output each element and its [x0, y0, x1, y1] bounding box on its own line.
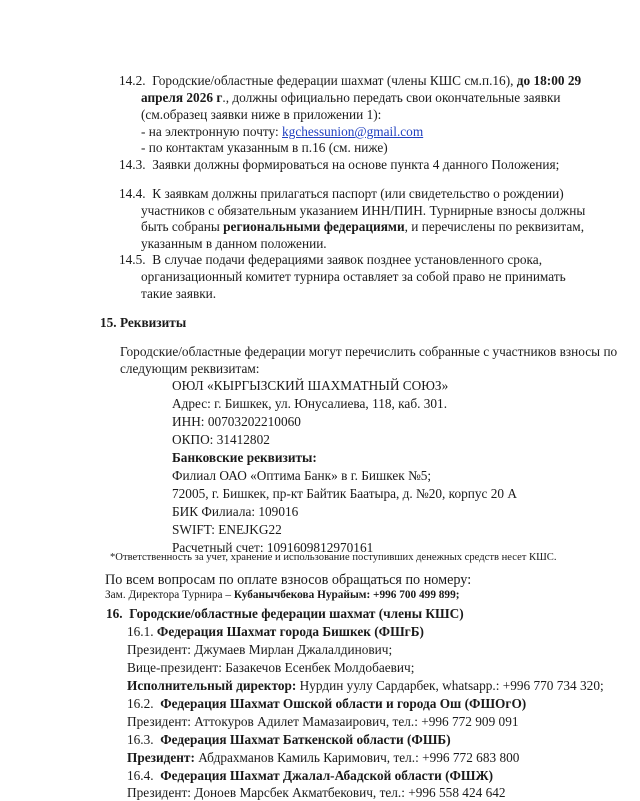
federation-2-president: Президент: Аттокуров Адилет Мамазаирович, тел.: +996 772 909 091: [127, 714, 519, 729]
item-14-5-line2: организационный комитет турнира оставляет за собой право не принимать: [141, 269, 566, 284]
bank-address: 72005, г. Бишкек, пр-кт Байтик Баатыра, д. №20, корпус 20 А: [172, 486, 517, 501]
item-14-3: 14.3. Заявки должны формироваться на основе пункта 4 данного Положения;: [119, 157, 560, 172]
responsibility-note: *Ответственность за учет, хранение и использование поступивших денежных средств несет КШС.: [110, 552, 557, 563]
deadline-date: апреля 2026 г: [141, 90, 223, 105]
bank-branch: Филиал ОАО «Оптима Банк» в г. Бишкек №5;: [172, 468, 432, 483]
federation-1-vice-president: Вице-президент: Базакечов Есенбек Молдобаевич;: [127, 660, 415, 675]
item-number: 14.5.: [119, 252, 146, 267]
item-14-2-line5: - по контактам указанным в п.16 (см. ниже): [141, 140, 388, 155]
section-15-intro-line2: следующим реквизитам:: [120, 361, 260, 376]
item-14-5-line3: такие заявки.: [141, 286, 217, 301]
section-15-intro-line1: Городские/областные федерации могут перечислить собранные с участников взносы по: [120, 344, 618, 359]
federation-1-title: 16.1. Федерация Шахмат города Бишкек (ФШгБ): [127, 624, 424, 639]
federation-3-president: Президент: Абдрахманов Камиль Каримович, тел.: +996 772 683 800: [127, 750, 520, 765]
section-16-heading: 16. Городские/областные федерации шахмат (члены КШС): [106, 606, 464, 621]
bank-account: Расчетный счет: 1091609812970161: [172, 540, 374, 555]
federation-4-president: Президент: Доноев Марсбек Акматбекович, тел.: +996 558 424 642: [127, 785, 506, 800]
federation-2-title: 16.2. Федерация Шахмат Ошской области и города Ош (ФШОгО): [127, 696, 527, 711]
federation-3-title: 16.3. Федерация Шахмат Баткенской области (ФШБ): [127, 732, 451, 747]
federation-1-executive-director: Исполнительный директор: Нурдин уулу Сардарбек, whatsapp.: +996 770 734 320;: [127, 678, 604, 693]
org-inn: ИНН: 00703202210060: [172, 414, 301, 429]
item-14-2-line1: 14.2. Городские/областные федерации шахмат (члены КШС см.п.16), до 18:00 29: [119, 73, 582, 88]
item-number: 14.3.: [119, 157, 146, 172]
bank-swift: SWIFT: ENEJKG22: [172, 522, 282, 537]
org-okpo: ОКПО: 31412802: [172, 432, 270, 447]
bank-bik: БИК Филиала: 109016: [172, 504, 299, 519]
item-number: 14.4.: [119, 186, 146, 201]
item-number: 14.2.: [119, 73, 146, 88]
item-14-4-line1: 14.4. К заявкам должны прилагаться паспорт (или свидетельство о рождении): [119, 186, 564, 201]
federation-4-title: 16.4. Федерация Шахмат Джалал-Абадской области (ФШЖ): [127, 768, 494, 783]
item-14-4-line4: указанным в данном положении.: [141, 236, 327, 251]
email-link[interactable]: kgchessunion@gmail.com: [282, 124, 424, 139]
bank-heading: Банковские реквизиты:: [172, 450, 317, 465]
deadline-time: до 18:00 29: [516, 73, 582, 88]
item-14-2-line4: - на электронную почту: kgchessunion@gmail.com: [141, 124, 424, 139]
org-address: Адрес: г. Бишкек, ул. Юнусалиева, 118, каб. 301.: [172, 396, 448, 411]
payment-contact-line2: Зам. Директора Турнира – Кубанычбекова Нурайым: +996 700 499 899;: [105, 589, 460, 601]
payment-contact-line1: По всем вопросам по оплате взносов обращаться по номеру:: [105, 572, 472, 588]
section-15-heading: 15. Реквизиты: [100, 315, 187, 330]
item-14-4-line2: участников с обязательным указанием ИНН/ПИН. Турнирные взносы должны: [141, 203, 586, 218]
item-14-4-line3: быть собраны региональными федерациями, и перечислены по реквизитам,: [141, 219, 585, 234]
item-14-2-line3: (см.образец заявки ниже в приложении 1):: [141, 107, 382, 122]
org-name: ОЮЛ «КЫРГЫЗСКИЙ ШАХМАТНЫЙ СОЮЗ»: [172, 378, 449, 393]
federation-1-president: Президент: Джумаев Мирлан Джалалдинович;: [127, 642, 393, 657]
item-14-5-line1: 14.5. В случае подачи федерациями заявок позднее установленного срока,: [119, 252, 543, 267]
item-14-2-line2: апреля 2026 г., должны официально передать свои окончательные заявки: [141, 90, 561, 105]
